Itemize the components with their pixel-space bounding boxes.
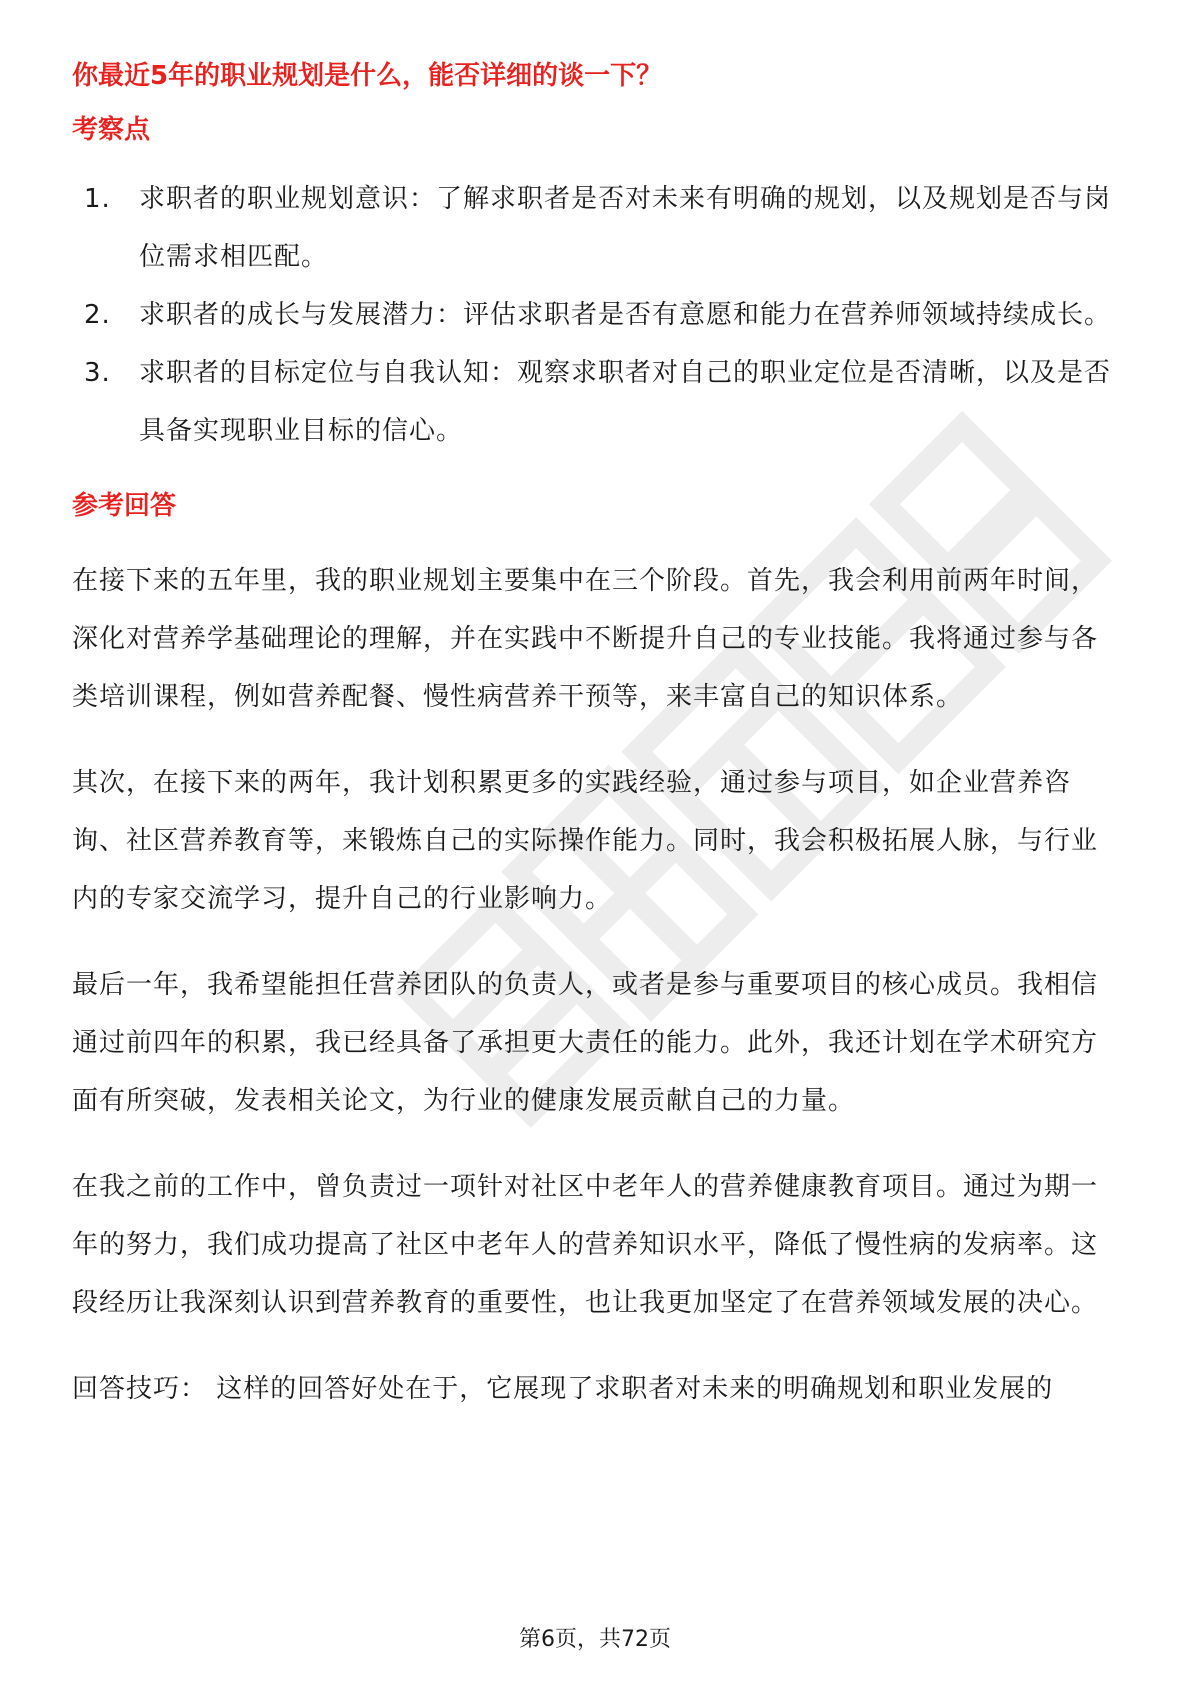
answer-paragraph: 其次，在接下来的两年，我计划积累更多的实践经验，通过参与项目，如企业营养咨询、社区营养教育等，来锻炼自己的实际操作能力。同时，我会积极拓展人脉，与行业内的专家交流学习，提升自己的行业影响力。 [72, 768, 1099, 914]
question-title: 你最近5年的职业规划是什么，能否详细的谈一下？ [72, 61, 663, 91]
answer-tip-paragraph: 回答技巧： 这样的回答好处在于，它展现了求职者对未来的明确规划和职业发展的 [72, 1374, 1054, 1404]
list-item-number: 2. [84, 300, 111, 330]
assessment-points-list [72, 170, 1122, 460]
list-item-text: 求职者的成长与发展潜力：评估求职者是否有意愿和能力在营养师领域持续成长。 [139, 300, 1112, 330]
list-item-number: 3. [84, 358, 111, 388]
list-item-text: 求职者的目标定位与自我认知：观察求职者对自己的职业定位是否清晰，以及是否具备实现职业目标的信心。 [139, 358, 1112, 446]
assessment-heading: 考察点 [72, 115, 151, 145]
list-item [72, 344, 1122, 460]
list-item [72, 286, 1122, 344]
answer-paragraph: 在接下来的五年里，我的职业规划主要集中在三个阶段。首先，我会利用前两年时间，深化对营养学基础理论的理解，并在实践中不断提升自己的专业技能。我将通过参与各类培训课程，例如营养配餐、慢性病营养干预等，来丰富自己的知识体系。 [72, 566, 1099, 712]
list-item-text: 求职者的职业规划意识：了解求职者是否对未来有明确的规划，以及规划是否与岗位需求相匹配。 [139, 184, 1112, 272]
list-item [72, 170, 1122, 286]
document-page [72, 56, 1122, 1418]
list-item-number: 1. [84, 184, 111, 214]
answer-paragraph: 在我之前的工作中，曾负责过一项针对社区中老年人的营养健康教育项目。通过为期一年的努力，我们成功提高了社区中老年人的营养知识水平，降低了慢性病的发病率。这段经历让我深刻认识到营养教育的重要性，也让我更加坚定了在营养领域发展的决心。 [72, 1172, 1099, 1318]
answer-paragraph: 最后一年，我希望能担任营养团队的负责人，或者是参与重要项目的核心成员。我相信通过前四年的积累，我已经具备了承担更大责任的能力。此外，我还计划在学术研究方面有所突破，发表相关论文，为行业的健康发展贡献自己的力量。 [72, 970, 1099, 1116]
page-number-footer: 第6页，共72页 [519, 1627, 671, 1652]
answer-heading: 参考回答 [72, 491, 177, 521]
